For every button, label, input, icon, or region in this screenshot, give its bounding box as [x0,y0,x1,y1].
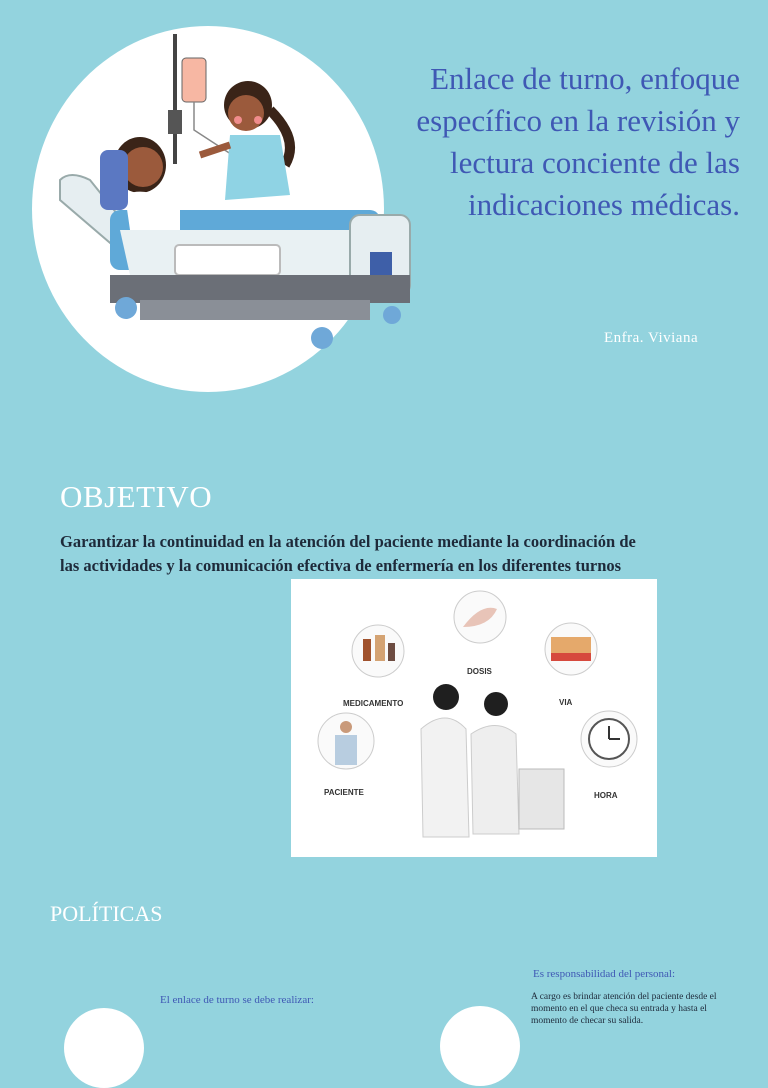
medication-rights-illustration [291,579,657,857]
label-via: VIA [559,698,573,707]
bottom-circle-right [440,1006,520,1086]
label-dosis: DOSIS [467,667,492,676]
label-hora: HORA [594,791,618,800]
bottom-circle-left [64,1008,144,1088]
label-paciente: PACIENTE [324,788,364,797]
responsabilidad-text: A cargo es brindar atención del paciente desde el momento en el que checa su entrada y hasta el momento de checar su salida. [531,992,717,1026]
responsabilidad-heading: Es responsabilidad del personal: [533,968,676,980]
author-name: Enfra. Viviana [604,330,699,346]
page-title: Enlace de turno, enfoque específico en la revisión y lectura conciente de las indicaciones médicas. [416,61,740,222]
enlace-text: El enlace de turno se debe realizar: [160,994,314,1006]
label-medicamento: MEDICAMENTO [343,699,404,708]
objetivo-text: Garantizar la continuidad en la atención del paciente mediante la coordinación de las actividades y la comunicación efectiva de enfermería en los diferentes turnos [60,532,636,575]
medication-rights-figure [291,579,657,857]
objetivo-heading: OBJETIVO [60,479,213,514]
politicas-heading: POLÍTICAS [50,901,163,926]
